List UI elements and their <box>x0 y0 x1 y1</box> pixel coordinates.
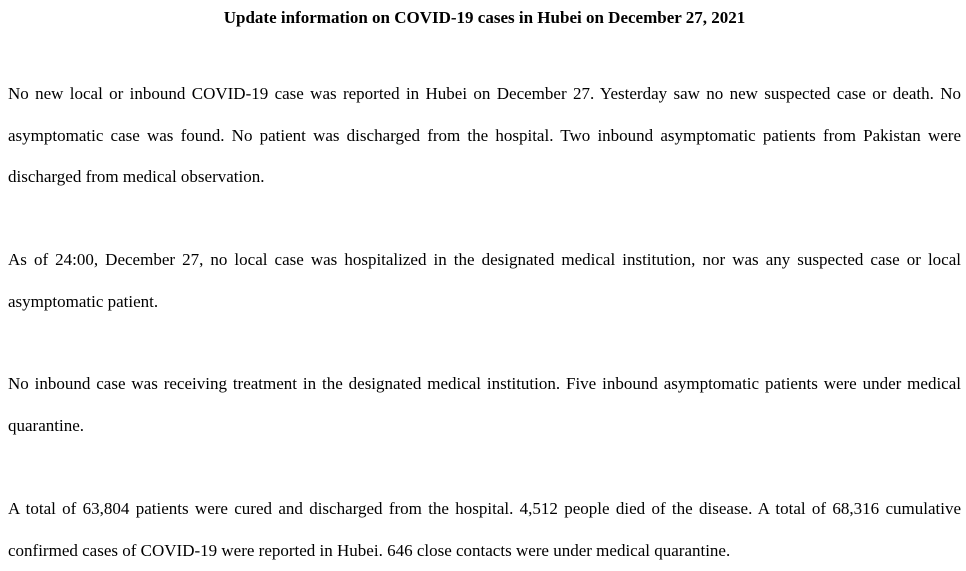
paragraph-cumulative-totals: A total of 63,804 patients were cured and discharged from the hospital. 4,512 people died of the disease. A total of 68,316 cumulative confirmed cases of COVID-19 were reported in Hubei. 646 close contacts were under medical quarantine. <box>8 499 961 560</box>
paragraph-inbound-status: No inbound case was receiving treatment in the designated medical institution. Five inbound asymptomatic patients were under medical quarantine. <box>8 374 961 435</box>
paragraph-local-status: As of 24:00, December 27, no local case was hospitalized in the designated medical institution, nor was any suspected case or local asymptomatic patient. <box>8 250 961 311</box>
paragraph-new-cases: No new local or inbound COVID-19 case was reported in Hubei on December 27. Yesterday saw no new suspected case or death. No asymptomatic case was found. No patient was discharged from the hospital. Two inbound asymptomatic patients from Pakistan were discharged from medical observation. <box>8 84 961 186</box>
page-title: Update information on COVID-19 cases in Hubei on December 27, 2021 <box>223 8 746 27</box>
